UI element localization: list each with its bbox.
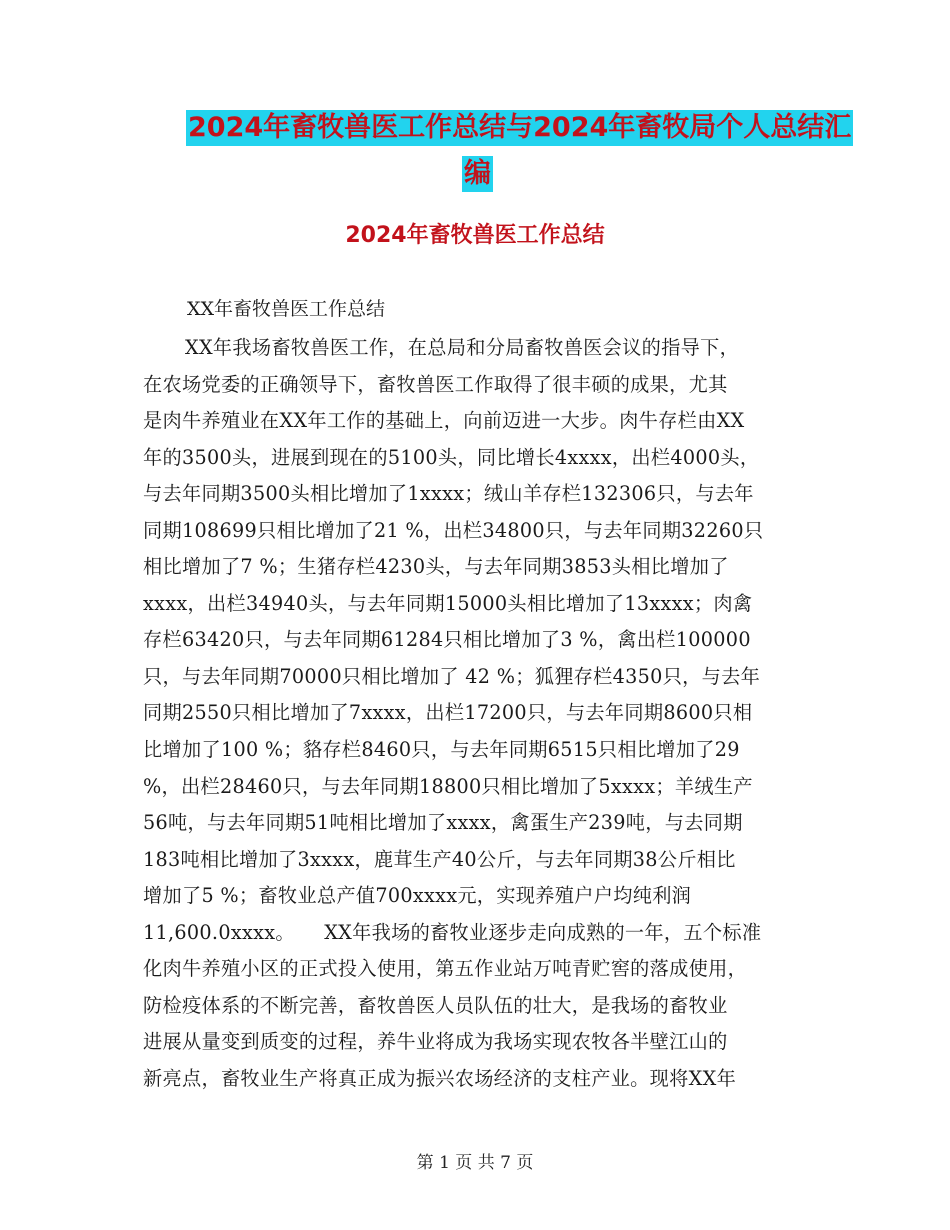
body-line: 183吨相比增加了3xxxx，鹿茸生产40公斤，与去年同期38公斤相比 [143, 847, 736, 871]
body-line: 增加了5 %；畜牧业总产值700xxxx元，实现养殖户户均纯利润 [143, 884, 692, 908]
body-line: %，出栏28460只，与去年同期18800只相比增加了5xxxx；羊绒生产 [143, 774, 753, 798]
section-heading: 2024年畜牧兽医工作总结 [345, 223, 605, 248]
body-line: 与去年同期3500头相比增加了1xxxx；绒山羊存栏132306只，与去年 [143, 482, 754, 506]
section-subtitle: XX年畜牧兽医工作总结 [187, 298, 386, 320]
page-number-footer: 第 1 页 共 7 页 [416, 1153, 534, 1173]
body-line: 新亮点，畜牧业生产将真正成为振兴农场经济的支柱产业。现将XX年 [143, 1066, 737, 1090]
document-title-line-2: 编 [462, 156, 493, 192]
body-line: 存栏63420只，与去年同期61284只相比增加了3 %，禽出栏100000 [143, 628, 751, 652]
body-line: 相比增加了7 %；生猪存栏4230头，与去年同期3853头相比增加了 [143, 555, 729, 579]
body-line: 年的3500头，进展到现在的5100头，同比增长4xxxx，出栏4000头， [143, 445, 760, 469]
body-line: 56吨，与去年同期51吨相比增加了xxxx，禽蛋生产239吨，与去同期 [143, 811, 743, 835]
body-line: 在农场党委的正确领导下，畜牧兽医工作取得了很丰硕的成果，尤其 [143, 372, 728, 396]
body-line: 是肉牛养殖业在XX年工作的基础上，向前迈进一大步。肉牛存栏由XX [143, 409, 745, 433]
body-line: xxxx，出栏34940头，与去年同期15000头相比增加了13xxxx；肉禽 [143, 591, 753, 615]
body-line: 化肉牛养殖小区的正式投入使用，第五作业站万吨青贮窖的落成使用， [143, 957, 748, 981]
body-line: XX年我场畜牧兽医工作，在总局和分局畜牧兽医会议的指导下， [185, 336, 740, 359]
body-line: 只，与去年同期70000只相比增加了 42 %；狐狸存栏4350只，与去年 [143, 664, 761, 688]
body-line: 同期108699只相比增加了21 %，出栏34800只，与去年同期32260只 [143, 518, 764, 542]
body-line: 进展从量变到质变的过程，养牛业将成为我场实现农牧各半壁江山的 [143, 1030, 728, 1054]
body-line: 同期2550只相比增加了7xxxx，出栏17200只，与去年同期8600只相 [143, 701, 753, 725]
body-line: 11,600.0xxxx。 XX年我场的畜牧业逐步走向成熟的一年，五个标准 [143, 920, 762, 944]
document-title-line-1: 2024年畜牧兽医工作总结与2024年畜牧局个人总结汇 [186, 110, 853, 146]
body-line: 防检疫体系的不断完善，畜牧兽医人员队伍的壮大，是我场的畜牧业 [143, 993, 728, 1017]
body-line: 比增加了100 %；貉存栏8460只，与去年同期6515只相比增加了29 [143, 738, 740, 762]
body-paragraph [143, 330, 813, 1097]
